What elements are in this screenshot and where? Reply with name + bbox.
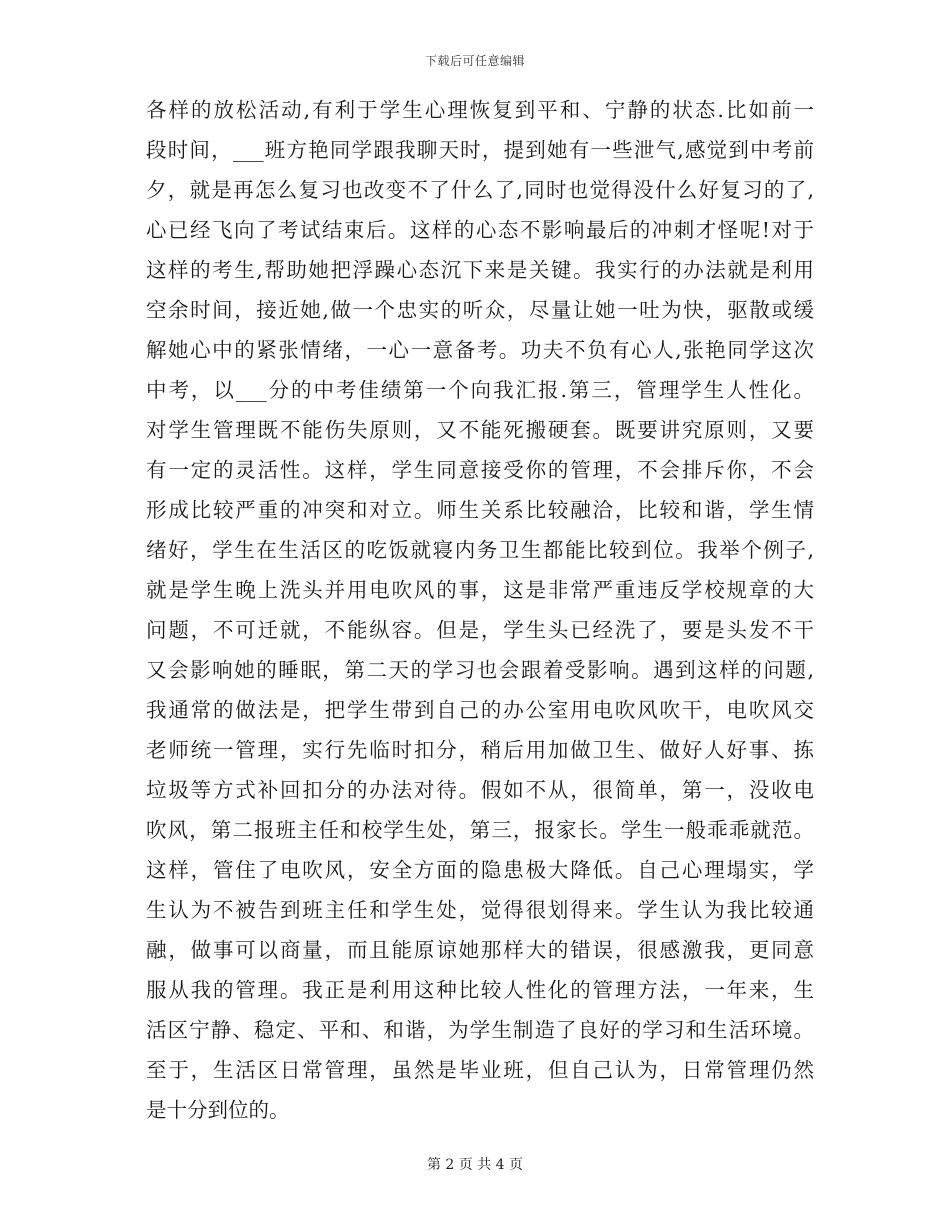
body-line: 是十分到位的。 — [146, 1098, 290, 1122]
body-line: 心已经飞向了考试结束后。这样的心态不影响最后的冲刺才怪呢!对于 — [146, 218, 814, 242]
body-line: 至于，生活区日常管理，虽然是毕业班，但自己认为，日常管理仍然 — [146, 1058, 814, 1082]
body-line: 老师统一管理，实行先临时扣分，稍后用加做卫生、做好人好事、拣 — [146, 738, 814, 762]
body-line: 生认为不被告到班主任和学生处，觉得很划得来。学生认为我比较通 — [146, 898, 814, 922]
body-line: 我通常的做法是，把学生带到自己的办公室用电吹风吹干，电吹风交 — [146, 698, 814, 722]
body-line: 垃圾等方式补回扣分的办法对待。假如不从，很简单，第一，没收电 — [146, 778, 814, 802]
body-line: 中考，以___分的中考佳绩第一个向我汇报.第三，管理学生人性化。 — [146, 378, 814, 402]
body-line: 又会影响她的睡眠，第二天的学习也会跟着受影响。遇到这样的问题, — [146, 658, 814, 682]
body-line: 这样，管住了电吹风，安全方面的隐患极大降低。自己心理塌实，学 — [146, 858, 814, 882]
body-line: 这样的考生,帮助她把浮躁心态沉下来是关键。我实行的办法就是利用 — [146, 258, 814, 282]
body-line: 各样的放松活动,有利于学生心理恢复到平和、宁静的状态.比如前一 — [146, 98, 814, 122]
body-line: 空余时间，接近她,做一个忠实的听众，尽量让她一吐为快，驱散或缓 — [146, 298, 814, 322]
body-line: 形成比较严重的冲突和对立。师生关系比较融洽，比较和谐，学生情 — [146, 498, 814, 522]
body-line: 问题，不可迁就，不能纵容。但是，学生头已经洗了，要是头发不干 — [146, 618, 814, 642]
body-line: 有一定的灵活性。这样，学生同意接受你的管理，不会排斥你，不会 — [146, 458, 814, 482]
body-line: 绪好，学生在生活区的吃饭就寝内务卫生都能比较到位。我举个例子, — [146, 538, 814, 562]
body-line: 融，做事可以商量，而且能原谅她那样大的错误，很感激我，更同意 — [146, 938, 814, 962]
body-line: 服从我的管理。我正是利用这种比较人性化的管理方法，一年来，生 — [146, 978, 814, 1002]
page-header: 下载后可任意编辑 — [424, 54, 525, 68]
body-line: 活区宁静、稳定、平和、和谐，为学生制造了良好的学习和生活环境。 — [146, 1018, 814, 1042]
document-body — [146, 90, 814, 1130]
body-line: 就是学生晚上洗头并用电吹风的事，这是非常严重违反学校规章的大 — [146, 578, 814, 602]
body-line: 吹风，第二报班主任和校学生处，第三，报家长。学生一般乖乖就范。 — [146, 818, 814, 842]
body-line: 段时间，___班方艳同学跟我聊天时，提到她有一些泄气,感觉到中考前 — [146, 138, 814, 162]
page-number: 第 2 页 共 4 页 — [426, 1157, 524, 1173]
body-line: 对学生管理既不能伤失原则，又不能死搬硬套。既要讲究原则，又要 — [146, 418, 814, 442]
body-line: 解她心中的紧张情绪，一心一意备考。功夫不负有心人,张艳同学这次 — [146, 338, 814, 362]
body-line: 夕，就是再怎么复习也改变不了什么了,同时也觉得没什么好复习的了, — [146, 178, 814, 202]
